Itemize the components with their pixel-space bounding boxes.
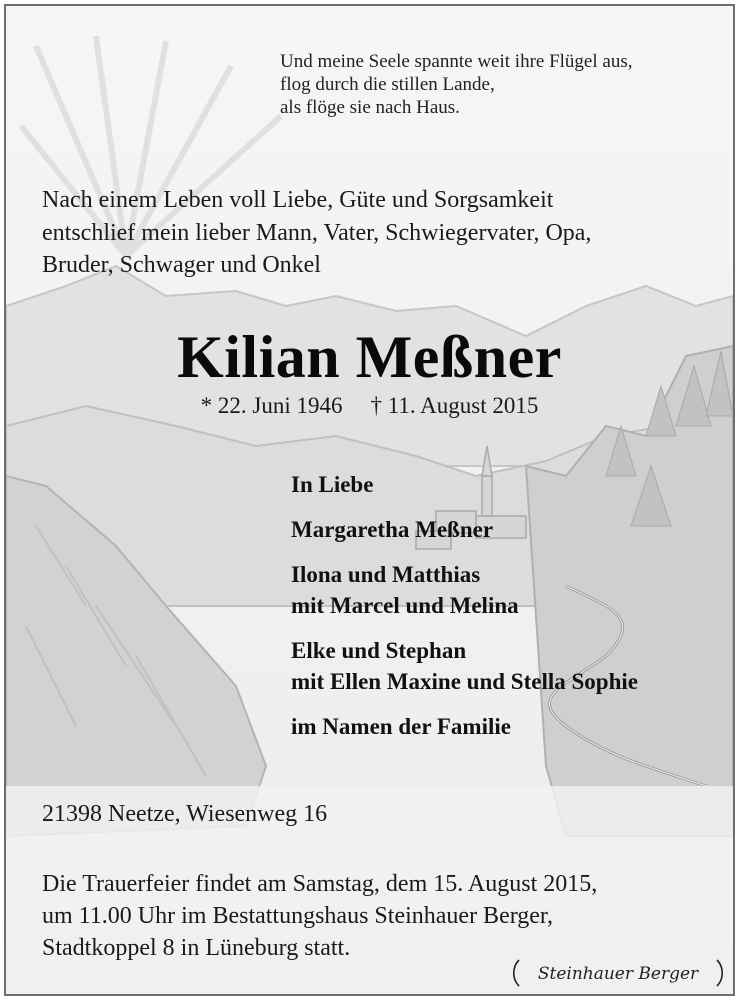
service-line: Die Trauerfeier findet am Samstag, dem 15. August 2015, (42, 871, 598, 897)
birth-date: * 22. Juni 1946 (200, 393, 343, 418)
mourner-family-2-line-2: mit Ellen Maxine und Stella Sophie (291, 669, 638, 694)
funeral-home-logo-text: Steinhauer Berger (537, 964, 699, 984)
poem-line: flog durch die stillen Lande, (280, 74, 495, 95)
mourner-family-1-line-2: mit Marcel und Melina (291, 593, 519, 618)
intro-line: Nach einem Leben voll Liebe, Güte und Sorgsamkeit (42, 187, 554, 213)
mourner-family-2-line-1: Elke und Stephan (291, 638, 467, 663)
intro-text (42, 184, 591, 282)
mourner-closing: im Namen der Familie (291, 714, 511, 739)
address: 21398 Neetze, Wiesenweg 16 (42, 801, 328, 827)
deceased-name: Kilian Meßner (177, 324, 562, 390)
poem-line: Und meine Seele spannte weit ihre Flügel aus, (280, 51, 633, 72)
landscape-drawing (6, 6, 733, 994)
service-line: Stadtkoppel 8 in Lüneburg statt. (42, 935, 351, 961)
poem (280, 50, 632, 119)
life-dates (6, 392, 733, 420)
death-date: † 11. August 2015 (370, 393, 539, 418)
poem-line: als flöge sie nach Haus. (280, 97, 460, 118)
mourner-wife: Margaretha Meßner (291, 517, 494, 542)
intro-line: entschlief mein lieber Mann, Vater, Schwiegervater, Opa, (42, 219, 592, 246)
funeral-home-logo (509, 957, 727, 989)
intro-line: Bruder, Schwager und Onkel (42, 252, 321, 278)
service-line: um 11.00 Uhr im Bestattungshaus Steinhauer Berger, (42, 903, 553, 929)
obituary-notice (4, 4, 735, 996)
mourner-family-1-line-1: Ilona und Matthias (291, 562, 481, 587)
in-love-label: In Liebe (291, 472, 374, 497)
service-info (42, 868, 597, 964)
